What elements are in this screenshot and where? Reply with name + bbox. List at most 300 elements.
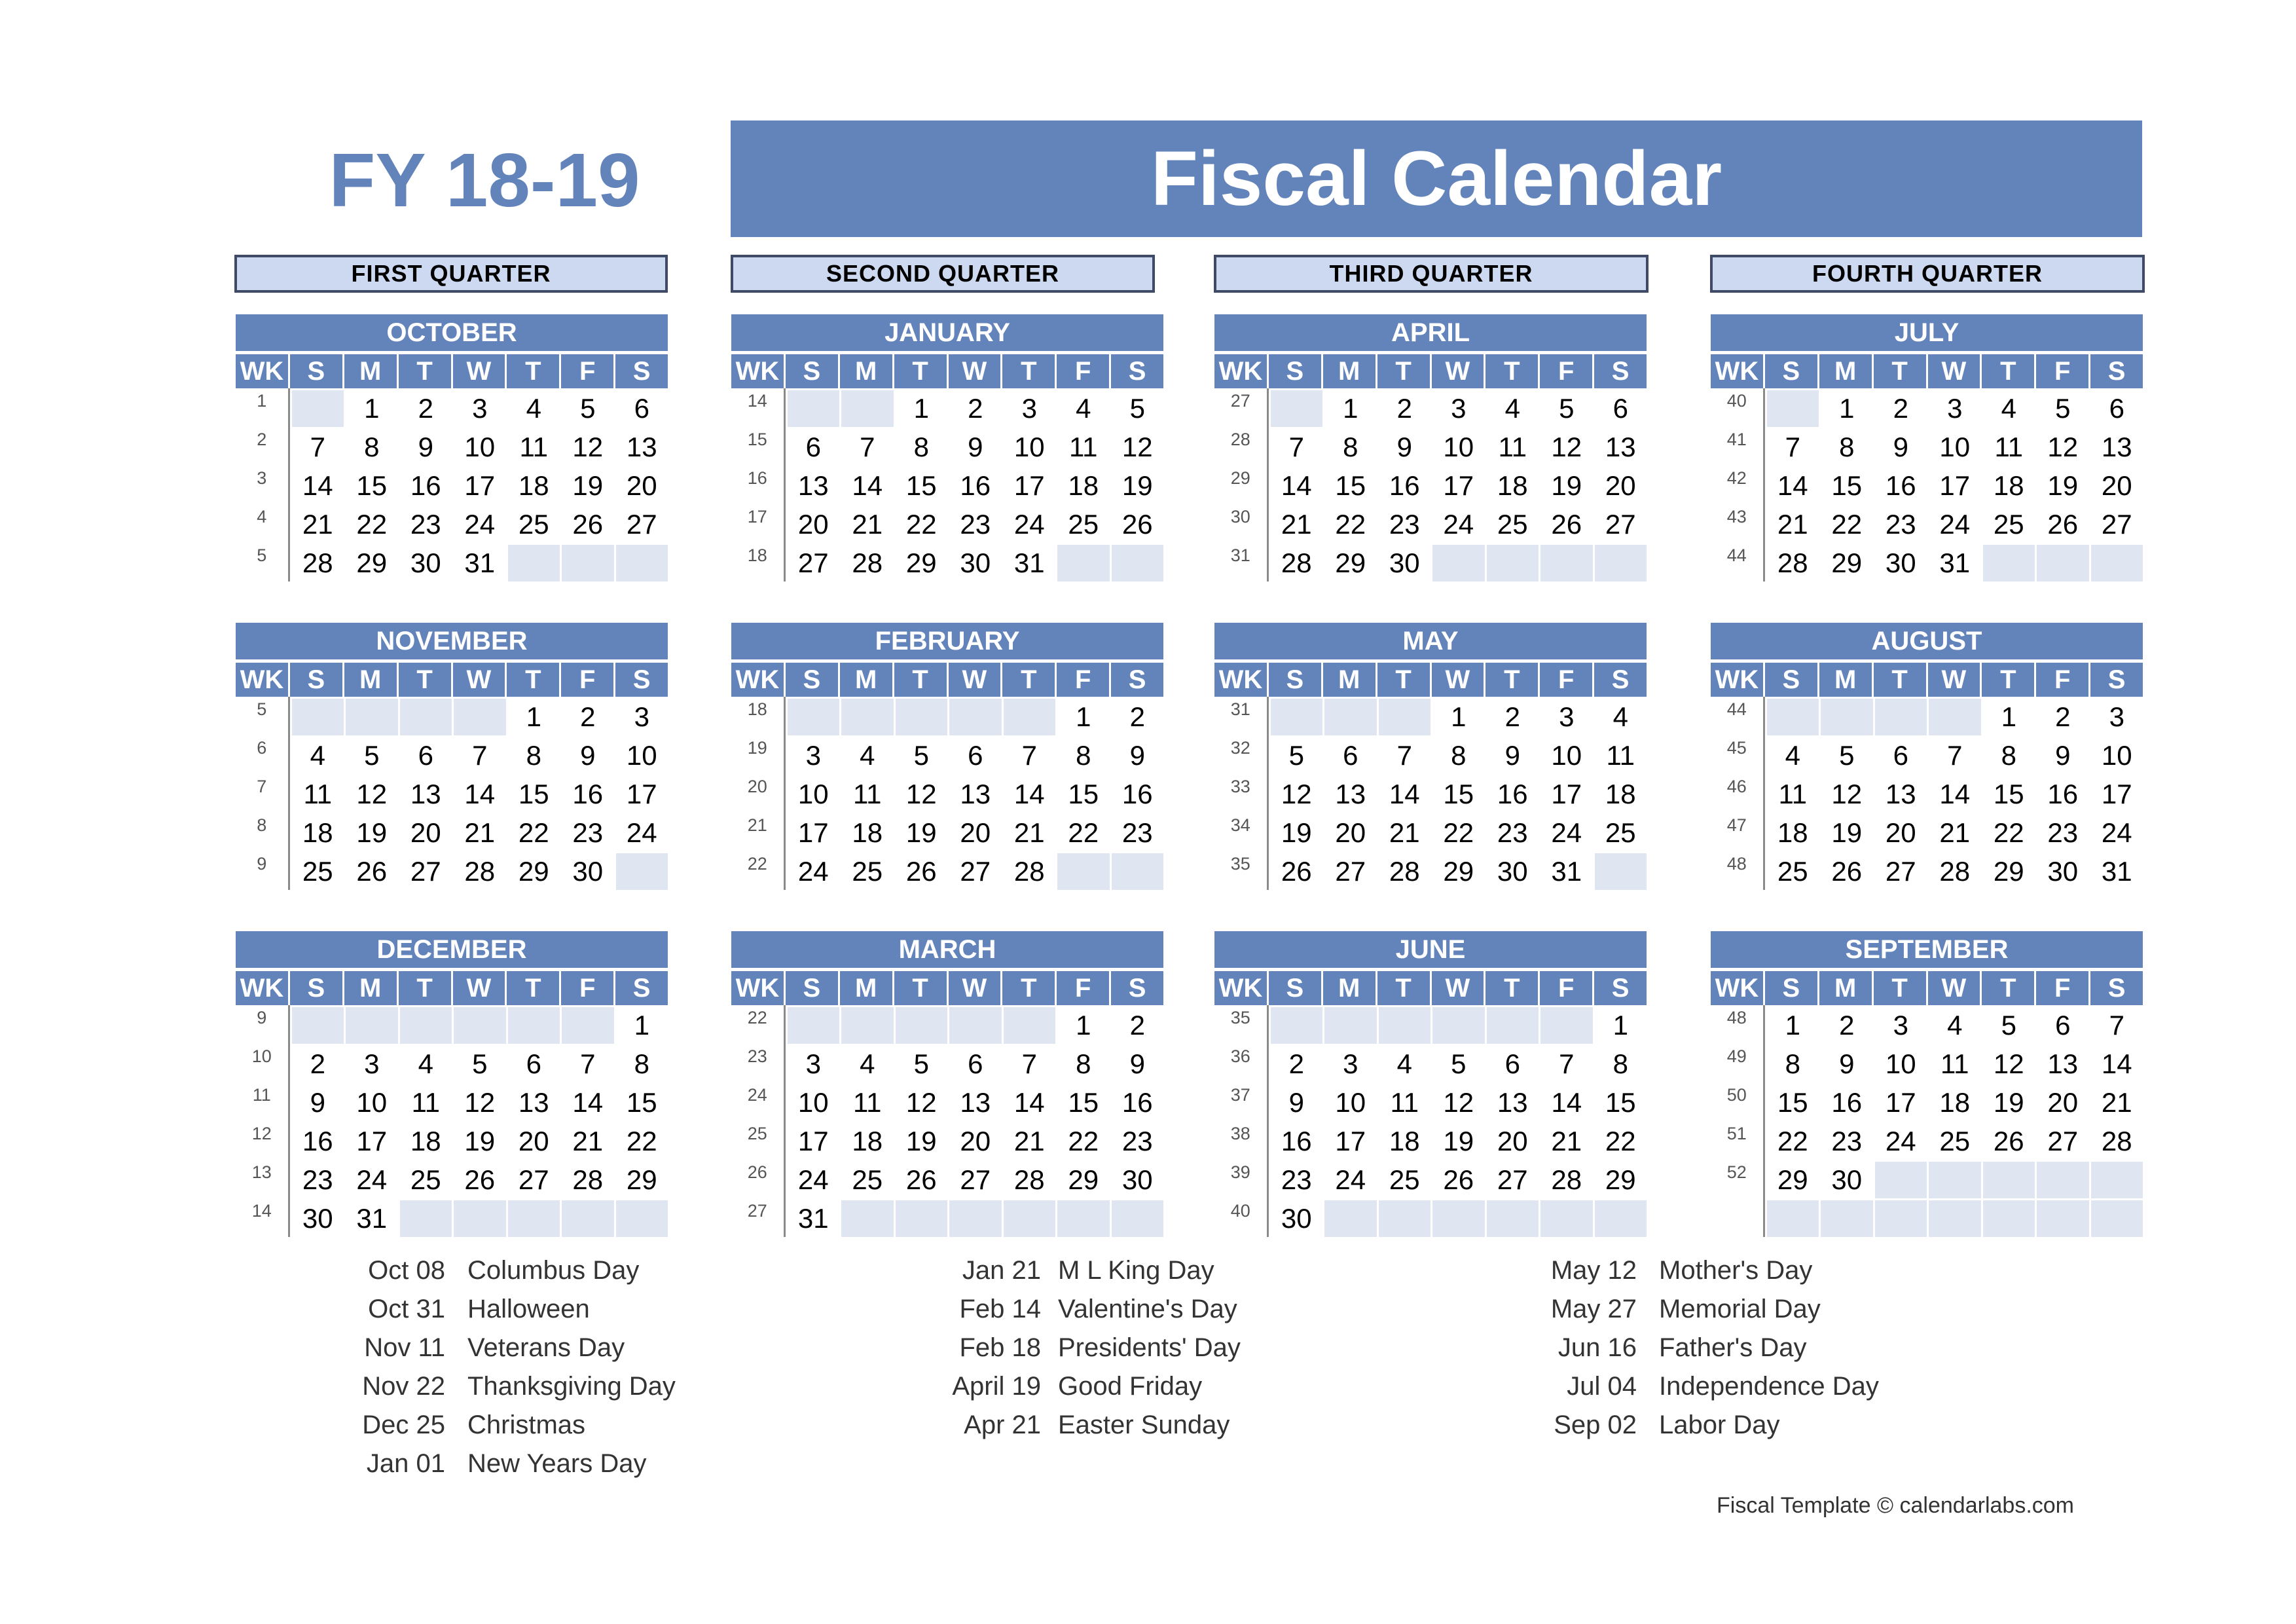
day-cell: 7	[1021, 1048, 1037, 1079]
weekday-label: S	[615, 663, 668, 697]
week-number-header: WK	[731, 663, 784, 697]
day-cell: 31	[1013, 547, 1045, 578]
weekday-label: S	[1594, 663, 1647, 697]
week-number: 16	[731, 466, 786, 504]
weekday-label: S	[615, 354, 668, 388]
weekday-label: S	[786, 354, 838, 388]
week-number-header: WK	[236, 663, 288, 697]
holiday-date: Dec 25	[362, 1411, 445, 1439]
day-cell: 11	[411, 1087, 441, 1118]
day-cell: 2	[1129, 701, 1145, 732]
day-cell: 23	[1831, 1126, 1863, 1156]
weekday-label: T	[1377, 971, 1430, 1005]
day-cell-empty	[1271, 699, 1323, 735]
day-cell: 5	[1129, 393, 1145, 424]
week-row	[236, 774, 668, 813]
day-cell: 16	[1121, 1087, 1153, 1118]
day-cell: 7	[310, 432, 325, 462]
day-cell: 5	[913, 740, 929, 771]
weekday-label: T	[1982, 971, 2034, 1005]
week-number: 30	[1214, 504, 1269, 543]
weekday-label: M	[1323, 971, 1376, 1005]
week-row	[731, 427, 1163, 466]
holiday-item	[936, 1372, 1241, 1411]
week-number: 21	[731, 813, 786, 851]
day-cell: 9	[1839, 1048, 1855, 1079]
day-cell: 20	[2101, 470, 2132, 501]
week-number: 42	[1711, 466, 1765, 504]
weekday-label: T	[894, 354, 947, 388]
weekday-label: S	[615, 971, 668, 1005]
day-cell: 7	[580, 1048, 596, 1079]
weekday-label: T	[399, 663, 451, 697]
day-cell-empty	[949, 1007, 1002, 1044]
week-number: 18	[731, 543, 786, 581]
day-cell: 24	[1013, 509, 1045, 540]
weekday-label: M	[840, 971, 892, 1005]
day-cell-empty	[841, 1200, 894, 1237]
day-cell: 10	[1013, 432, 1045, 462]
week-number-header: WK	[236, 971, 288, 1005]
day-cell: 13	[1335, 779, 1366, 809]
week-number: 41	[1711, 427, 1765, 466]
day-cell: 25	[1939, 1126, 1971, 1156]
day-cell: 30	[1389, 547, 1420, 578]
day-cell: 28	[1389, 856, 1420, 887]
day-cell: 28	[1777, 547, 1808, 578]
month-title: MARCH	[731, 931, 1163, 968]
weekday-label: T	[1982, 354, 2034, 388]
day-cell-empty	[562, 1007, 614, 1044]
day-cell: 26	[464, 1164, 496, 1195]
week-row	[1214, 851, 1647, 890]
day-cell: 3	[1343, 1048, 1358, 1079]
day-cell: 13	[2101, 432, 2132, 462]
weekday-label: T	[507, 354, 559, 388]
day-cell: 31	[797, 1203, 829, 1234]
day-cell: 23	[302, 1164, 333, 1195]
day-cell: 5	[364, 740, 380, 771]
week-row	[731, 388, 1163, 427]
week-row	[1711, 851, 2143, 890]
day-cell-empty	[896, 699, 948, 735]
day-cell: 11	[1940, 1048, 1969, 1079]
week-row	[236, 504, 668, 543]
weekday-label: T	[1485, 354, 1538, 388]
day-cell: 3	[1021, 393, 1037, 424]
day-cell: 14	[1551, 1087, 1582, 1118]
day-cell-empty	[562, 545, 614, 581]
month-block-april	[1214, 314, 1647, 581]
day-cell: 14	[1389, 779, 1420, 809]
day-cell: 7	[1288, 432, 1304, 462]
week-row	[236, 1121, 668, 1160]
week-row	[1214, 813, 1647, 851]
day-cell: 22	[518, 817, 549, 848]
day-cell-empty	[788, 390, 840, 427]
week-number: 31	[1214, 543, 1269, 581]
week-number: 46	[1711, 774, 1765, 813]
week-row	[1214, 1005, 1647, 1044]
day-cell: 9	[968, 432, 983, 462]
week-number: 36	[1214, 1044, 1269, 1082]
day-cell: 13	[626, 432, 657, 462]
day-cell: 1	[1076, 701, 1091, 732]
day-cell: 27	[960, 1164, 991, 1195]
day-cell: 10	[1443, 432, 1474, 462]
day-cell: 21	[572, 1126, 604, 1156]
day-cell: 2	[1129, 1010, 1145, 1041]
day-cell: 21	[1939, 817, 1971, 848]
month-block-february	[731, 623, 1163, 890]
holiday-name: New Years Day	[467, 1449, 647, 1478]
weekday-label: M	[840, 354, 892, 388]
day-cell: 31	[1551, 856, 1582, 887]
day-cell: 9	[1893, 432, 1908, 462]
day-cell: 10	[1551, 740, 1582, 771]
weekday-header	[1214, 663, 1647, 697]
day-cell: 7	[860, 432, 875, 462]
week-row	[1214, 1121, 1647, 1160]
weekday-label: S	[290, 663, 342, 697]
week-row	[1711, 697, 2143, 735]
week-row	[1711, 1160, 2143, 1198]
day-cell: 21	[464, 817, 496, 848]
day-cell: 7	[1396, 740, 1412, 771]
day-cell: 8	[2001, 740, 2016, 771]
weekday-label: T	[1377, 663, 1430, 697]
day-cell: 7	[1785, 432, 1800, 462]
day-cell: 5	[1559, 393, 1575, 424]
day-cell-empty	[562, 1200, 614, 1237]
day-cell: 22	[1443, 817, 1474, 848]
week-number: 20	[731, 774, 786, 813]
day-cell: 24	[356, 1164, 388, 1195]
week-number: 13	[236, 1160, 290, 1198]
day-cell: 12	[464, 1087, 496, 1118]
week-row	[731, 504, 1163, 543]
day-cell: 4	[1396, 1048, 1412, 1079]
day-cell: 6	[418, 740, 433, 771]
day-cell: 13	[518, 1087, 549, 1118]
day-cell: 19	[2047, 470, 2079, 501]
day-cell: 8	[526, 740, 541, 771]
week-row	[731, 1044, 1163, 1082]
day-cell: 30	[1121, 1164, 1153, 1195]
day-cell: 29	[1993, 856, 2024, 887]
day-cell-empty	[1767, 699, 1819, 735]
day-cell: 1	[526, 701, 541, 732]
weekday-label: T	[1002, 971, 1055, 1005]
day-cell: 3	[2109, 701, 2124, 732]
holiday-name: Easter Sunday	[1058, 1411, 1230, 1439]
month-block-january	[731, 314, 1163, 581]
weekday-header	[1711, 663, 2143, 697]
week-number: 44	[1711, 543, 1765, 581]
day-cell: 1	[1613, 1010, 1628, 1041]
day-cell-empty	[1875, 1162, 1927, 1198]
weekday-label: S	[1269, 354, 1321, 388]
weekday-label: M	[840, 663, 892, 697]
weekday-label: S	[1594, 354, 1647, 388]
weekday-label: F	[561, 663, 613, 697]
week-row	[731, 697, 1163, 735]
weekday-label: M	[344, 971, 397, 1005]
day-cell-empty	[1057, 545, 1110, 581]
day-cell: 26	[1281, 856, 1312, 887]
day-cell: 20	[626, 470, 657, 501]
week-row	[236, 1198, 668, 1237]
day-cell: 6	[2109, 393, 2124, 424]
day-cell: 8	[1613, 1048, 1628, 1079]
day-cell: 1	[634, 1010, 649, 1041]
holiday-name: Independence Day	[1659, 1372, 1879, 1401]
weekday-label: W	[949, 971, 1001, 1005]
day-cell: 16	[1389, 470, 1420, 501]
day-cell: 18	[1993, 470, 2024, 501]
weekday-label: W	[1432, 971, 1484, 1005]
day-cell: 3	[1893, 1010, 1908, 1041]
week-number-header: WK	[1214, 663, 1267, 697]
day-cell: 11	[1498, 432, 1527, 462]
day-cell: 1	[913, 393, 929, 424]
weekday-label: T	[894, 971, 947, 1005]
day-cell: 2	[1288, 1048, 1304, 1079]
day-cell-empty	[346, 1007, 398, 1044]
week-number: 29	[1214, 466, 1269, 504]
day-cell-empty	[1379, 699, 1431, 735]
day-cell-empty	[2037, 1200, 2089, 1237]
day-cell: 18	[302, 817, 333, 848]
day-cell: 27	[1885, 856, 1916, 887]
day-cell: 22	[356, 509, 388, 540]
day-cell: 15	[518, 779, 549, 809]
weekday-label: T	[507, 971, 559, 1005]
day-cell: 19	[1551, 470, 1582, 501]
day-cell: 12	[1551, 432, 1582, 462]
weekday-label: T	[1002, 354, 1055, 388]
week-number: 5	[236, 543, 290, 581]
day-cell-empty	[1324, 699, 1377, 735]
day-cell-empty	[1112, 545, 1164, 581]
weekday-header	[1711, 354, 2143, 388]
day-cell: 6	[968, 740, 983, 771]
day-cell: 17	[1335, 1126, 1366, 1156]
day-cell: 21	[1281, 509, 1312, 540]
day-cell-empty	[2037, 545, 2089, 581]
day-cell: 12	[905, 779, 937, 809]
day-cell: 24	[1885, 1126, 1916, 1156]
day-cell: 15	[1443, 779, 1474, 809]
day-cell: 7	[1947, 740, 1963, 771]
day-cell: 23	[410, 509, 441, 540]
week-row	[236, 697, 668, 735]
day-cell: 8	[1451, 740, 1467, 771]
month-title: DECEMBER	[236, 931, 668, 968]
week-number: 6	[236, 735, 290, 774]
week-number: 25	[731, 1121, 786, 1160]
day-cell-empty	[1983, 1162, 2035, 1198]
weekday-label: T	[399, 971, 451, 1005]
day-cell: 29	[518, 856, 549, 887]
month-block-december	[236, 931, 668, 1237]
weekday-label: W	[1432, 354, 1484, 388]
holiday-item	[936, 1295, 1241, 1333]
holiday-date: Feb 18	[959, 1333, 1041, 1362]
day-cell-empty	[1540, 545, 1593, 581]
day-cell: 22	[1068, 1126, 1099, 1156]
day-cell: 8	[913, 432, 929, 462]
day-cell: 5	[913, 1048, 929, 1079]
day-cell: 8	[364, 432, 380, 462]
week-row	[731, 543, 1163, 581]
day-cell: 9	[418, 432, 433, 462]
weekday-label: S	[1111, 354, 1163, 388]
day-cell: 2	[968, 393, 983, 424]
day-cell-empty	[1432, 545, 1485, 581]
day-cell: 21	[1551, 1126, 1582, 1156]
holiday-item	[1532, 1256, 1879, 1295]
day-cell-empty	[896, 1200, 948, 1237]
day-cell: 29	[905, 547, 937, 578]
day-cell: 23	[572, 817, 604, 848]
week-row	[1214, 504, 1647, 543]
weekday-label: S	[290, 971, 342, 1005]
day-cell: 26	[1121, 509, 1153, 540]
day-cell: 13	[410, 779, 441, 809]
day-cell: 11	[1778, 779, 1808, 809]
weekday-label: S	[2090, 663, 2143, 697]
holiday-item	[1532, 1372, 1879, 1411]
day-cell: 12	[1443, 1087, 1474, 1118]
day-cell: 17	[1443, 470, 1474, 501]
day-cell-empty	[1929, 1200, 1981, 1237]
day-cell: 27	[1497, 1164, 1528, 1195]
week-row	[1711, 1044, 2143, 1082]
day-cell: 11	[852, 779, 882, 809]
month-block-november	[236, 623, 668, 890]
day-cell: 17	[1885, 1087, 1916, 1118]
week-row	[1711, 388, 2143, 427]
weekday-label: M	[1819, 971, 1872, 1005]
day-cell: 4	[1613, 701, 1628, 732]
weekday-header	[1214, 354, 1647, 388]
week-number: 45	[1711, 735, 1765, 774]
day-cell: 1	[1451, 701, 1467, 732]
day-cell: 11	[1068, 432, 1098, 462]
weekday-label: T	[1485, 663, 1538, 697]
week-number-header: WK	[1711, 971, 1763, 1005]
holiday-date: Oct 08	[368, 1256, 445, 1285]
holiday-item	[936, 1411, 1241, 1449]
day-cell: 9	[1288, 1087, 1304, 1118]
day-cell: 4	[1076, 393, 1091, 424]
day-cell: 14	[572, 1087, 604, 1118]
day-cell: 10	[626, 740, 657, 771]
day-cell: 5	[472, 1048, 488, 1079]
day-cell: 24	[626, 817, 657, 848]
day-cell: 11	[519, 432, 549, 462]
day-cell: 13	[1497, 1087, 1528, 1118]
weekday-label: M	[1323, 663, 1376, 697]
week-number: 48	[1711, 1005, 1765, 1044]
day-cell: 21	[1013, 1126, 1045, 1156]
day-cell: 29	[1605, 1164, 1636, 1195]
day-cell: 14	[302, 470, 333, 501]
week-number: 38	[1214, 1121, 1269, 1160]
day-cell: 22	[1993, 817, 2024, 848]
day-cell: 30	[572, 856, 604, 887]
day-cell: 3	[1559, 701, 1575, 732]
holiday-name: Labor Day	[1659, 1411, 1780, 1439]
day-cell: 27	[626, 509, 657, 540]
day-cell-empty	[454, 1007, 506, 1044]
day-cell: 13	[960, 779, 991, 809]
week-number: 23	[731, 1044, 786, 1082]
week-number: 2	[236, 427, 290, 466]
week-number: 51	[1711, 1121, 1765, 1160]
day-cell: 20	[960, 817, 991, 848]
week-row	[1214, 1198, 1647, 1237]
holiday-date: Nov 22	[362, 1372, 445, 1401]
day-cell: 13	[2047, 1048, 2079, 1079]
week-number: 19	[731, 735, 786, 774]
day-cell-empty	[1540, 1200, 1593, 1237]
day-cell: 25	[302, 856, 333, 887]
day-cell: 17	[626, 779, 657, 809]
day-cell: 11	[1606, 740, 1635, 771]
day-cell: 29	[1777, 1164, 1808, 1195]
fiscal-year-title: FY 18-19	[329, 138, 640, 223]
day-cell: 18	[1068, 470, 1099, 501]
week-row	[731, 1082, 1163, 1121]
day-cell: 17	[2101, 779, 2132, 809]
day-cell-empty	[841, 390, 894, 427]
week-row	[1711, 813, 2143, 851]
week-number: 47	[1711, 813, 1765, 851]
day-cell: 7	[2109, 1010, 2124, 1041]
day-cell: 1	[1343, 393, 1358, 424]
day-cell: 28	[2101, 1126, 2132, 1156]
day-cell: 27	[410, 856, 441, 887]
day-cell: 3	[1451, 393, 1467, 424]
week-row	[236, 1044, 668, 1082]
day-cell: 29	[1443, 856, 1474, 887]
day-cell: 21	[2101, 1087, 2132, 1118]
day-cell-empty	[616, 545, 668, 581]
day-cell: 20	[410, 817, 441, 848]
day-cell: 21	[1389, 817, 1420, 848]
day-cell: 11	[852, 1087, 882, 1118]
holiday-date: Jul 04	[1567, 1372, 1637, 1401]
day-cell-empty	[508, 1007, 560, 1044]
day-cell: 1	[1785, 1010, 1800, 1041]
day-cell: 20	[1335, 817, 1366, 848]
day-cell: 14	[1013, 1087, 1045, 1118]
holiday-item	[340, 1333, 676, 1372]
day-cell: 19	[464, 1126, 496, 1156]
day-cell: 7	[1021, 740, 1037, 771]
day-cell: 18	[1497, 470, 1528, 501]
day-cell: 12	[1831, 779, 1863, 809]
day-cell: 29	[356, 547, 388, 578]
day-cell: 15	[1777, 1087, 1808, 1118]
week-row	[1214, 1044, 1647, 1082]
weekday-header	[1214, 971, 1647, 1005]
weekday-label: S	[786, 663, 838, 697]
weekday-label: F	[561, 354, 613, 388]
day-cell-empty	[1271, 390, 1323, 427]
